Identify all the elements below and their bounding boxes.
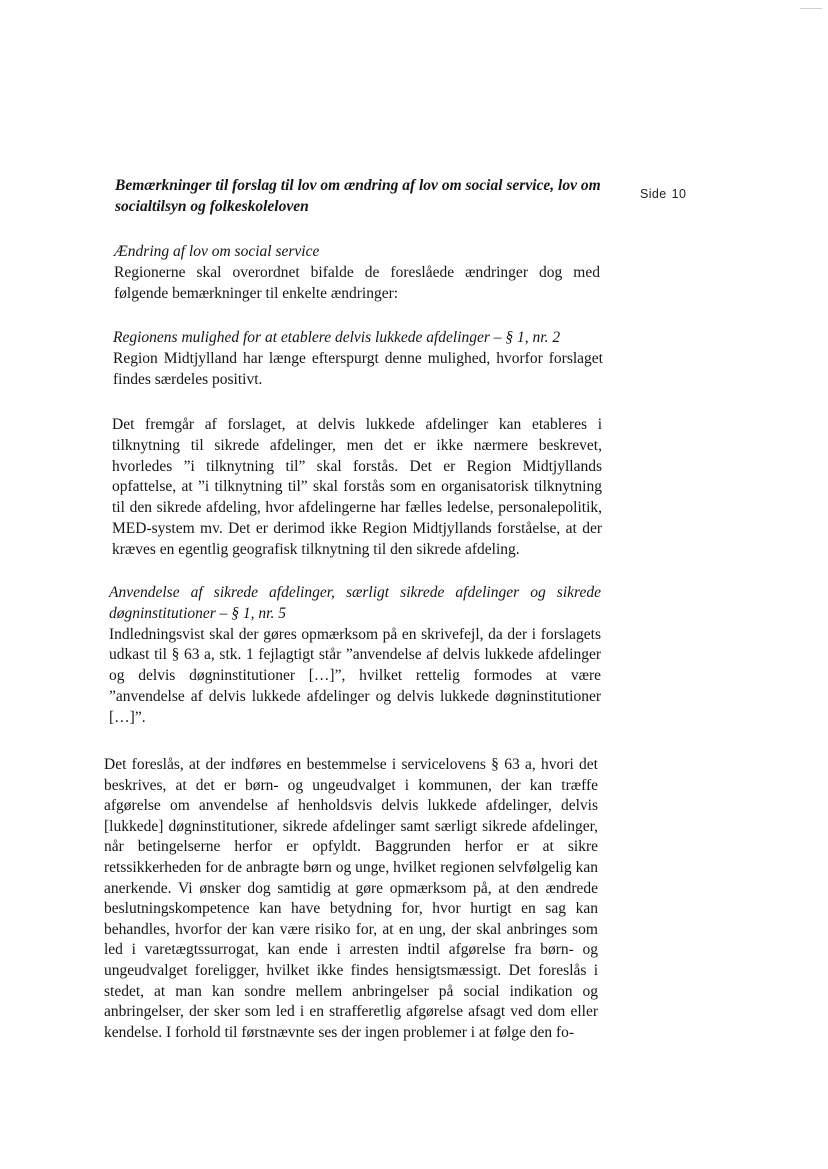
section-paragraph: Indledningsvist skal der gøres opmærksom på en skrivefejl, da der i forslagets udkast til § 63 a, stk. 1 fejlagtigt står ”anvendelse af delvis lukkede afdelinger og delvis døgninstitutioner […]”, hvilket rettelig formodes at være ”anvendelse af delvis lukkede afdelinger og delvis lukkede døgninstitutioner […]”. <box>109 625 601 726</box>
page-number-value: 10 <box>671 187 687 201</box>
page-number <box>640 187 686 201</box>
section-delvis-lukkede-afdelinger <box>113 328 603 390</box>
scan-edge-mark <box>800 8 822 9</box>
section-heading: Ændring af lov om social service <box>114 243 320 260</box>
section-heading: Regionens mulighed for at etablere delvis lukkede afdelinger – § 1, nr. 2 <box>113 329 561 346</box>
section-paragraph: Region Midtjylland har længe efterspurgt denne mulighed, hvorfor forslaget findes særdeles positivt. <box>113 349 603 388</box>
paragraph-tilknytning: Det fremgår af forslaget, at delvis lukkede afdelinger kan etableres i tilknytning til sikrede afdelinger, men det er ikke nærmere beskrevet, hvorledes ”i tilknytning til” skal forstås. Det er Region Midtjyllands opfattelse, at ”i tilknytning til” skal forstås som en organisatorisk tilknytning til den sikrede afdeling, hvor afdelingerne har fælles ledelse, personalepolitik, MED-system mv. Det er derimod ikke Region Midtjyllands forståelse, at der kræves en egentlig geografisk tilknytning til den sikrede afdeling. <box>112 416 602 558</box>
paragraph-beslutningskompetence: Det foreslås, at der indføres en bestemmelse i servicelovens § 63 a, hvori det beskrives, at det er børn- og ungeudvalget i kommunen, der kan træffe afgørelse om anvendelse af henholdsvis delvis lukkede afdelinger, delvis [lukkede] døgninstitutioner, sikrede afdelinger samt særligt sikrede afdelinger, når betingelserne herfor er opfyldt. Baggrunden herfor er at sikre retssikkerheden for de anbragte børn og unge, hvilket regionen selvfølgelig kan anerkende. Vi ønsker dog samtidig at gøre opmærksom på, at den ændrede beslutningskompetence kan have betydning for, hvor hurtigt en sag kan behandles, hvorfor der kan være risiko for, at en ung, der skal anbringes som led i varetægtssurrogat, kan ende i arresten indtil afgørelse fra børn- og ungeudvalget foreligger, hvilket ikke findes hensigtsmæssigt. Det foreslås i stedet, at man kan sondre mellem anbringelser på social indikation og anbringelser, der sker som led i en strafferetlig afgørelse afsagt ved dom eller kendelse. I forhold til førstnævnte ses der ingen problemer i at følge den fo- <box>104 756 598 1041</box>
section-heading: Anvendelse af sikrede afdelinger, særligt sikrede afdelinger og sikrede døgninstitutioner – § 1, nr. 5 <box>109 584 601 622</box>
page-number-label: Side <box>640 187 667 201</box>
section-paragraph: Regionerne skal overordnet bifalde de foreslåede ændringer dog med følgende bemærkninger til enkelte ændringer: <box>114 263 600 302</box>
document-title: Bemærkninger til forslag til lov om ændring af lov om social service, lov om socialtilsyn og folkeskoleloven <box>115 177 601 215</box>
section-sikrede-afdelinger <box>109 583 601 729</box>
section-social-service <box>114 242 600 304</box>
